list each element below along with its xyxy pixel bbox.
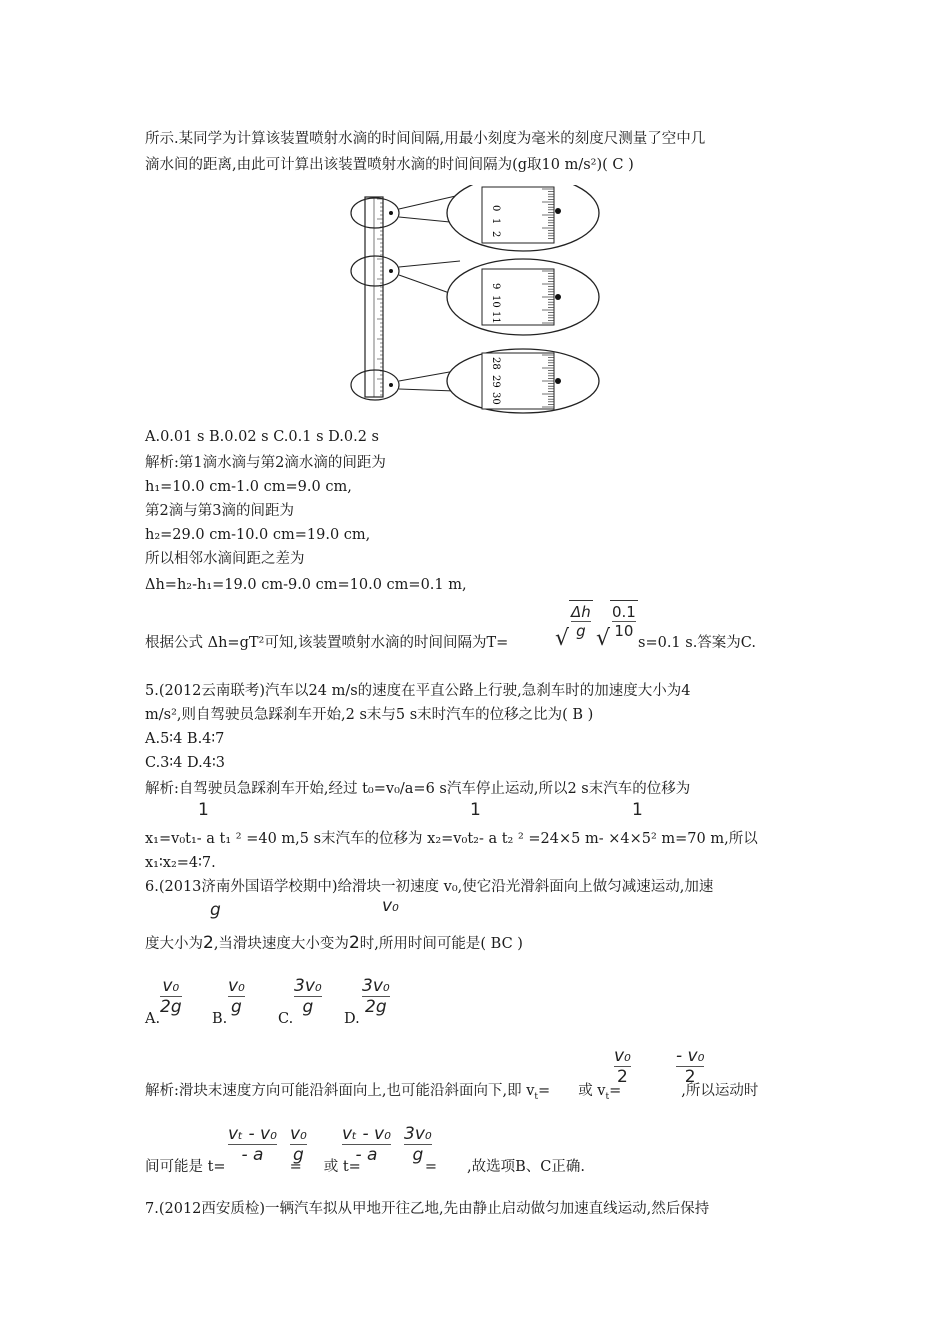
- q6-option-b-label: B.: [212, 1011, 228, 1027]
- q4-analysis-1: 解析:第1滴水滴与第2滴水滴的间距为: [145, 455, 386, 471]
- q6-option-b-frac: $\frac{\text{v₀}}{g}$: [228, 976, 245, 1017]
- mag1-label-0: 0: [490, 205, 501, 212]
- q6-option-c-frac: $\frac{\text{3v₀}}{g}$: [294, 976, 322, 1017]
- q4-analysis-7a: 根据公式 Δh=gT²可知,该装置喷射水滴的时间间隔为T=: [145, 635, 509, 651]
- q4-analysis-5: 所以相邻水滴间距之差为: [145, 551, 305, 567]
- q6-t-frac-2: $\frac{\text{vₜ - v₀}}{- a}$: [342, 1124, 391, 1165]
- q6-option-d-frac: $\frac{\text{3v₀}}{2g}$: [362, 976, 390, 1017]
- q7-line-1: 7.(2012西安质检)一辆汽车拟从甲地开往乙地,先由静止启动做匀加速直线运动,然后保持: [145, 1201, 710, 1217]
- q6-option-c-label: C.: [278, 1011, 294, 1027]
- q6-v0-over-2: v₀: [382, 896, 399, 916]
- q6-analysis-2: 间可能是 t= = 或 t= = ,故选项B、C正确.: [145, 1159, 585, 1175]
- q5-options-2: C.3∶4 D.4∶3: [145, 755, 225, 771]
- q4-line-1: 所示.某同学为计算该装置喷射水滴的时间间隔,用最小刻度为毫米的刻度尺测量了空中几: [145, 131, 706, 147]
- q4-options: A.0.01 s B.0.02 s C.0.1 s D.0.2 s: [145, 429, 379, 445]
- q6-option-a-label: A.: [145, 1011, 161, 1027]
- q5-half-3: 1: [632, 800, 643, 820]
- q5-half-2: 1: [470, 800, 481, 820]
- q5-line-2: m/s²,则自驾驶员急踩刹车开始,2 s末与5 s末时汽车的位移之比为( B ): [145, 707, 594, 723]
- q6-option-a-frac: $\frac{\text{v₀}}{2g}$: [160, 976, 182, 1017]
- q6-option-d-label: D.: [344, 1011, 360, 1027]
- mag2-label-11: 11: [490, 311, 501, 324]
- q6-t-frac-1: $\frac{\text{vₜ - v₀}}{- a}$: [228, 1124, 277, 1165]
- q5-analysis-1: 解析:自驾驶员急踩刹车开始,经过 t₀=v₀/a=6 s汽车停止运动,所以2 s末汽车的位移为: [145, 781, 691, 797]
- ruler-figure: [345, 185, 605, 415]
- q5-options-1: A.5∶4 B.4∶7: [145, 731, 225, 747]
- q6-vt-frac-2: $\frac{\text{- v₀}}{2}$: [676, 1046, 705, 1087]
- q6-line-1: 6.(2013济南外国语学校期中)给滑块一初速度 v₀,使它沿光滑斜面向上做匀减速运动,加速: [145, 879, 714, 895]
- q4-analysis-2: h₁=10.0 cm-1.0 cm=9.0 cm,: [145, 479, 352, 495]
- q6-analysis-1: 解析:滑块末速度方向可能沿斜面向上,也可能沿斜面向下,即 $v_t=$ 或 $v_t=$ ,所以运动时: [145, 1083, 759, 1102]
- mag3-label-30: 30: [490, 392, 501, 405]
- q4-line-2: 滴水间的距离,由此可计算出该装置喷射水滴的时间间隔为(g取10 m/s²)( C ): [145, 157, 634, 173]
- q5-half-1: 1: [198, 800, 209, 820]
- q4-analysis-4: h₂=29.0 cm-10.0 cm=19.0 cm,: [145, 527, 371, 543]
- q5-line-1: 5.(2012云南联考)汽车以24 m/s的速度在平直公路上行驶,急刹车时的加速度大小为4: [145, 683, 691, 699]
- q6-result-frac-1: $\frac{\text{v₀}}{g}$: [290, 1124, 307, 1165]
- q6-result-frac-2: $\frac{\text{3v₀}}{g}$: [404, 1124, 432, 1165]
- mag1-label-1: 1: [490, 218, 501, 225]
- q4-analysis-6: Δh=h₂-h₁=19.0 cm-9.0 cm=10.0 cm=0.1 m,: [145, 577, 467, 593]
- q5-analysis-3: x₁∶x₂=4∶7.: [145, 855, 216, 871]
- q4-analysis-3: 第2滴与第3滴的间距为: [145, 503, 294, 519]
- mag3-label-29: 29: [490, 375, 501, 388]
- q4-analysis-7b: s=0.1 s.答案为C.: [638, 635, 756, 651]
- q6-vt-frac-1: $\frac{\text{v₀}}{2}$: [614, 1046, 631, 1087]
- mag2-label-10: 10: [490, 295, 501, 308]
- q6-g-over-2: g: [210, 900, 221, 920]
- q6-line-2: 度大小为2,当滑块速度大小变为2时,所用时间可能是( BC ): [145, 933, 523, 953]
- mag1-label-2: 2: [490, 231, 501, 238]
- mag2-label-9: 9: [490, 283, 501, 290]
- q5-analysis-2: x₁=v₀t₁- a t₁ ² =40 m,5 s末汽车的位移为 x₂=v₀t₂- a t₂ ² =24×5 m- ×4×5² m=70 m,所以: [145, 831, 758, 847]
- mag3-label-28: 28: [490, 357, 501, 370]
